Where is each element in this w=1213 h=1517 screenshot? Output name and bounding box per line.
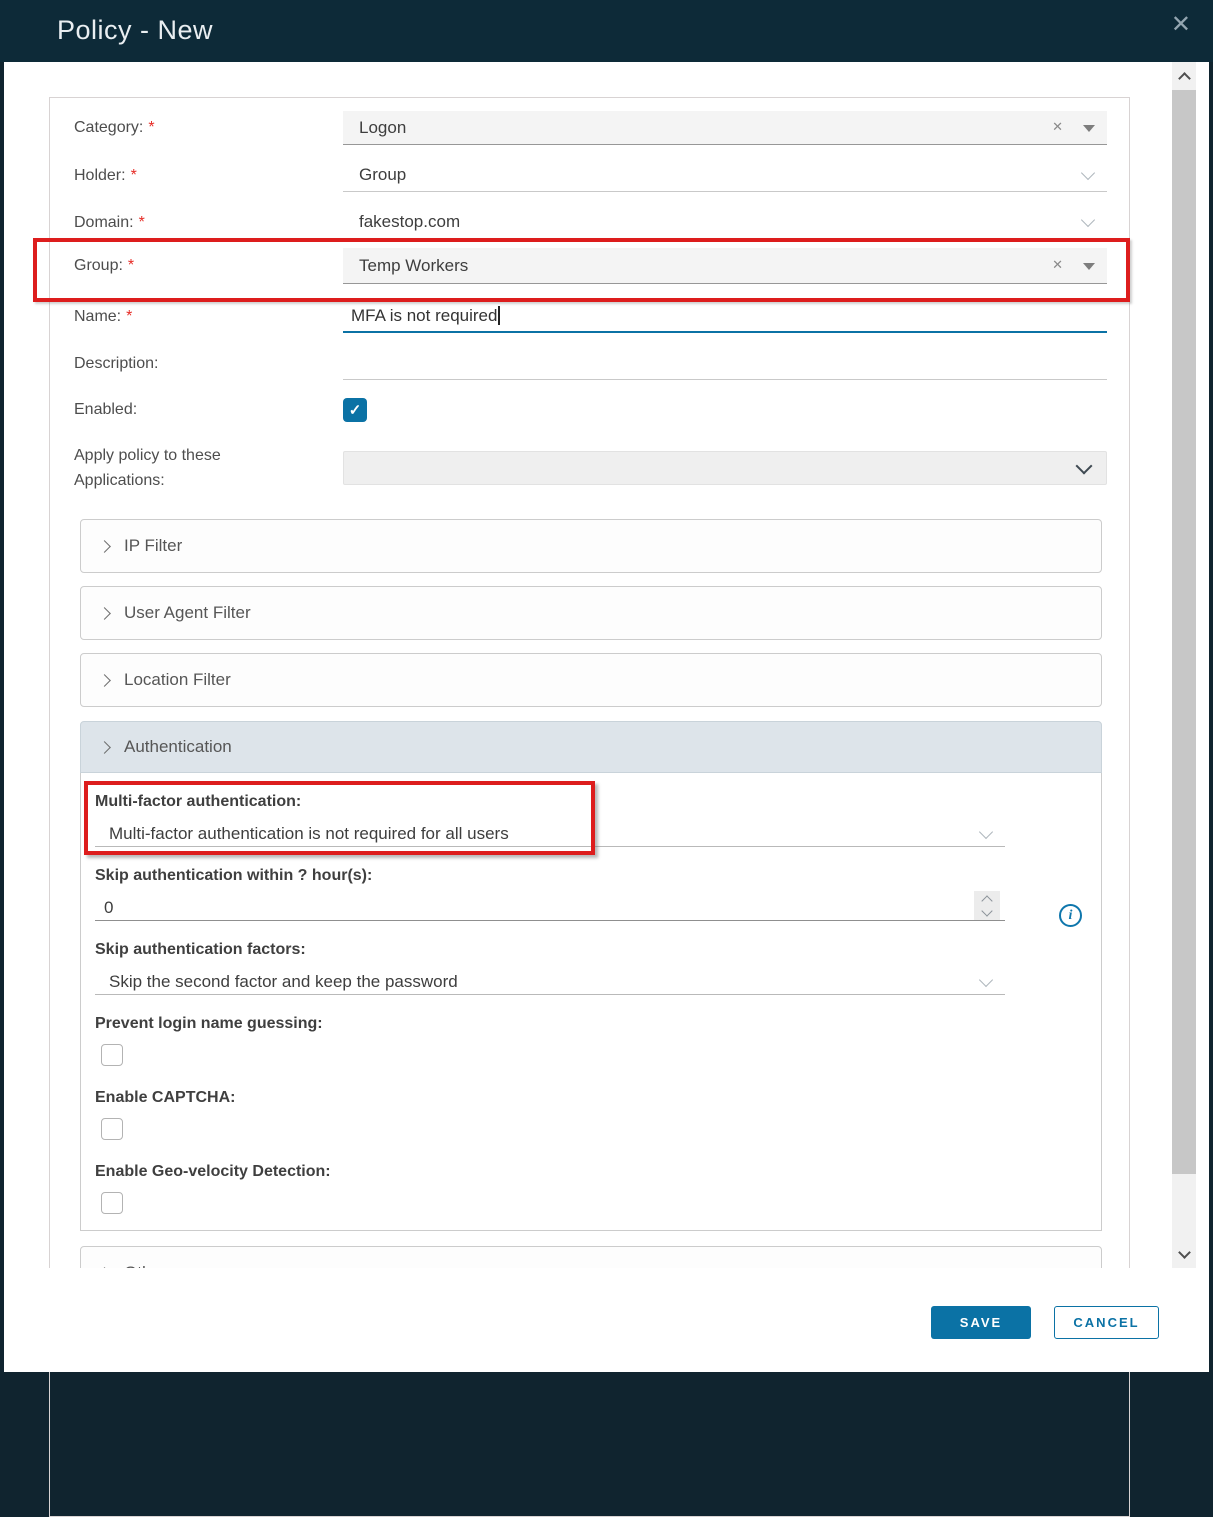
holder-label: Holder: * xyxy=(74,166,137,184)
chevron-down-icon xyxy=(1081,213,1095,227)
save-button[interactable]: SAVE xyxy=(931,1306,1031,1339)
scroll-up-button[interactable] xyxy=(1172,62,1196,90)
info-glyph: i xyxy=(1068,907,1073,923)
stepper-down-icon[interactable] xyxy=(981,905,992,916)
applications-multiselect[interactable] xyxy=(343,451,1107,485)
skip-factors-value: Skip the second factor and keep the password xyxy=(109,971,458,991)
dialog-header xyxy=(0,0,1213,62)
scroll-viewport xyxy=(4,62,1209,1268)
cancel-button[interactable]: CANCEL xyxy=(1054,1306,1159,1339)
required-asterisk: * xyxy=(130,166,137,184)
chevron-right-icon xyxy=(98,741,111,754)
mfa-field xyxy=(95,793,1005,847)
domain-label: Domain: * xyxy=(74,213,145,231)
dropdown-arrow-icon[interactable] xyxy=(1083,263,1095,270)
mfa-label: Multi-factor authentication: xyxy=(95,793,302,810)
name-value: MFA is not required xyxy=(351,305,498,325)
enabled-label: Enabled: xyxy=(74,401,138,418)
apply-policy-label: Apply policy to these Applications: xyxy=(74,447,221,489)
authentication-panel xyxy=(80,773,1102,1231)
apply-policy-row xyxy=(74,447,1107,489)
info-icon[interactable] xyxy=(1059,904,1082,927)
mfa-select[interactable] xyxy=(95,821,1005,847)
domain-row xyxy=(74,206,1107,239)
check-icon: ✓ xyxy=(348,402,362,419)
category-combobox[interactable] xyxy=(343,111,1107,145)
chevron-right-icon xyxy=(98,540,111,553)
enable-captcha-field xyxy=(95,1089,1101,1140)
description-label: Description: xyxy=(74,354,159,372)
section-label: Location Filter xyxy=(124,670,231,689)
prevent-guessing-label: Prevent login name guessing: xyxy=(95,1015,323,1032)
skip-factors-select[interactable] xyxy=(95,969,1005,995)
chevron-right-icon xyxy=(98,674,111,687)
enable-captcha-checkbox[interactable] xyxy=(101,1118,123,1140)
category-value: Logon xyxy=(359,117,407,137)
enabled-row xyxy=(74,398,1107,422)
required-asterisk: * xyxy=(127,257,135,274)
chevron-down-icon xyxy=(1081,166,1095,180)
enable-geo-field xyxy=(95,1163,1101,1214)
domain-select[interactable] xyxy=(343,206,1107,239)
holder-value: Group xyxy=(359,165,407,184)
group-label: Group: * xyxy=(74,257,135,274)
description-row xyxy=(74,347,1107,380)
section-ip-filter[interactable] xyxy=(80,519,1102,573)
category-row xyxy=(74,111,1107,145)
holder-select[interactable] xyxy=(343,159,1107,192)
required-asterisk: * xyxy=(148,119,155,136)
enable-geo-label: Enable Geo-velocity Detection: xyxy=(95,1163,331,1180)
scrollbar-thumb[interactable] xyxy=(1172,90,1196,1174)
dialog-title: Policy - New xyxy=(57,15,214,45)
chevron-right-icon xyxy=(98,607,111,620)
dropdown-arrow-icon[interactable] xyxy=(1083,125,1095,132)
skip-factors-field xyxy=(95,941,1005,995)
close-icon[interactable]: ✕ xyxy=(1170,11,1191,38)
section-label: IP Filter xyxy=(124,536,183,555)
group-row xyxy=(74,248,1107,284)
name-label: Name: * xyxy=(74,307,133,325)
section-label: User Agent Filter xyxy=(124,603,251,622)
group-value: Temp Workers xyxy=(359,255,469,275)
category-label: Category: * xyxy=(74,119,155,136)
clear-icon[interactable]: ✕ xyxy=(1052,119,1063,134)
chevron-up-icon xyxy=(1178,72,1191,85)
domain-value: fakestop.com xyxy=(359,212,461,231)
mfa-value: Multi-factor authentication is not required for all users xyxy=(109,823,509,843)
required-asterisk: * xyxy=(138,213,145,231)
chevron-down-icon xyxy=(1178,1246,1191,1259)
enable-geo-checkbox[interactable] xyxy=(101,1192,123,1214)
chevron-down-icon xyxy=(979,973,993,987)
number-stepper[interactable] xyxy=(974,891,1000,920)
prevent-guessing-field xyxy=(95,1015,1101,1066)
required-asterisk: * xyxy=(126,307,133,325)
dialog-body xyxy=(4,62,1209,1372)
chevron-down-icon xyxy=(979,825,993,839)
section-authentication[interactable] xyxy=(80,721,1102,773)
skip-factors-label: Skip authentication factors: xyxy=(95,941,306,958)
chevron-down-icon xyxy=(1076,458,1093,475)
enabled-checkbox[interactable] xyxy=(343,398,367,422)
scroll-down-button[interactable] xyxy=(1172,1240,1196,1268)
name-input[interactable] xyxy=(343,300,1107,333)
skip-within-field xyxy=(95,867,1005,921)
description-input[interactable] xyxy=(343,347,1107,380)
vertical-scrollbar[interactable] xyxy=(1172,62,1196,1268)
section-location-filter[interactable] xyxy=(80,653,1102,707)
prevent-guessing-checkbox[interactable] xyxy=(101,1044,123,1066)
holder-row xyxy=(74,159,1107,192)
enable-captcha-label: Enable CAPTCHA: xyxy=(95,1089,236,1106)
skip-within-input[interactable] xyxy=(95,895,1005,921)
name-row xyxy=(74,300,1107,333)
clear-icon[interactable]: ✕ xyxy=(1052,257,1063,272)
text-caret xyxy=(498,306,500,325)
group-combobox[interactable] xyxy=(343,248,1107,284)
section-label: Authentication xyxy=(124,737,232,756)
skip-within-label: Skip authentication within ? hour(s): xyxy=(95,867,373,884)
dialog-footer xyxy=(4,1268,1209,1372)
section-user-agent-filter[interactable] xyxy=(80,586,1102,640)
skip-within-value: 0 xyxy=(104,897,114,917)
